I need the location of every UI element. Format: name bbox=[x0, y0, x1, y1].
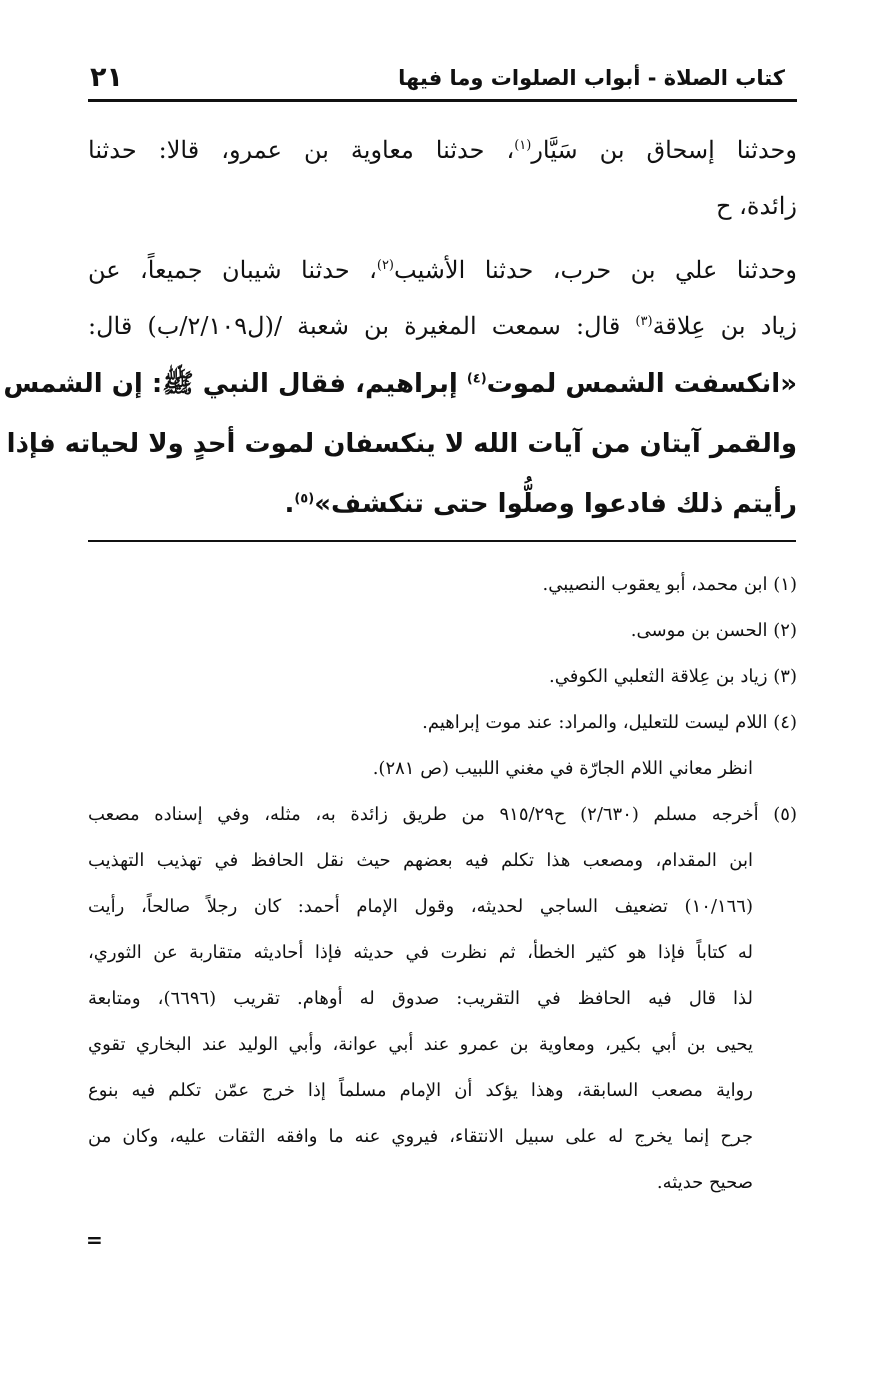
footnote-4-line: (٤) اللام ليست للتعليل، والمراد: عند موت إبراهيم. bbox=[422, 712, 797, 733]
text-span: زياد بن عِلاقة bbox=[652, 312, 797, 340]
footnote-5-line: ابن المقدام، ومصعب هذا تكلم فيه بعضهم حيث نقل الحافظ في تهذيب التهذيب bbox=[88, 850, 753, 871]
hadith-line-3 bbox=[88, 474, 797, 534]
text-span: ، حدثنا معاوية بن عمرو، قالا: حدثنا bbox=[88, 136, 515, 164]
footnote-2: (٢) الحسن بن موسى. bbox=[630, 620, 797, 641]
text-span: زائدة، ح bbox=[716, 192, 797, 220]
text-span: رأيتم ذلك فادعوا وصلُّوا حتى تنكشف» bbox=[314, 489, 797, 519]
running-header bbox=[88, 62, 797, 102]
text-span: ، حدثنا شيبان جميعاً، عن bbox=[88, 256, 377, 284]
main-line-4 bbox=[88, 298, 797, 354]
footnote-5-line: لذا قال فيه الحافظ في التقريب: صدوق له أوهام. تقريب (٦٦٩٦)، ومتابعة bbox=[88, 988, 753, 1009]
footnote-5-line: (١٠/١٦٦) تضعيف الساجي لحديثه، وقول الإمام أحمد: كان رجلاً صالحاً، رأيت bbox=[88, 896, 753, 917]
text-span: والقمر آيتان من آيات الله لا ينكسفان لموت أحدٍ ولا لحياته فإذا bbox=[6, 429, 797, 459]
page-number: ٢١ bbox=[90, 62, 123, 93]
main-line-3 bbox=[88, 242, 797, 298]
footnote-3: (٣) زياد بن عِلاقة الثعلبي الكوفي. bbox=[548, 666, 797, 687]
chapter-title: كتاب الصلاة - أبواب الصلوات وما فيها bbox=[398, 66, 785, 90]
footnote-1: (١) ابن محمد، أبو يعقوب النصيبي. bbox=[542, 574, 797, 595]
footnote-5-line: (٥) أخرجه مسلم (٢/٦٣٠) ح٩١٥/٢٩ من طريق زائدة به، مثله، وفي إسناده مصعب bbox=[88, 804, 797, 825]
footnote-ref-4[interactable]: (٤) bbox=[466, 371, 487, 387]
text-span: إبراهيم، فقال النبي ﷺ: إن الشمس bbox=[3, 369, 467, 399]
footnote-5-line: جرح إنما يخرج له على سبيل الانتقاء، فيروي عنه ما وافقه الثقات عليه، وكان من bbox=[88, 1126, 753, 1147]
hadith-line-2 bbox=[6, 414, 797, 474]
main-text bbox=[3, 122, 797, 534]
end-mark: = bbox=[86, 1228, 103, 1252]
header-rule bbox=[88, 99, 797, 102]
text-span: وحدثنا إسحاق بن سَيَّار bbox=[531, 136, 797, 164]
footnote-4-line: انظر معاني اللام الجارّة في مغني اللبيب (ص ٢٨١). bbox=[372, 758, 753, 779]
footnote-5-line: صحيح حديثه. bbox=[656, 1172, 753, 1193]
text-span: «انكسفت الشمس لموت bbox=[486, 369, 797, 399]
text-span: وحدثنا علي بن حرب، حدثنا الأشيب bbox=[394, 256, 797, 284]
text-span: . bbox=[284, 489, 295, 519]
footnote-ref-1[interactable]: (١) bbox=[514, 138, 532, 153]
footnote-ref-5[interactable]: (٥) bbox=[294, 491, 315, 507]
footnote-separator bbox=[88, 540, 796, 542]
main-line-1 bbox=[88, 122, 797, 178]
text-span: قال: سمعت المغيرة بن شعبة /(ل٢/١٠٩/ب) قال: bbox=[88, 312, 636, 340]
footnote-5-line: يحيى بن أبي بكير، ومعاوية بن عمرو عند أبي عوانة، وأبي الوليد عند البخاري تقوي bbox=[88, 1034, 753, 1055]
main-line-2 bbox=[88, 178, 797, 234]
footnote-ref-3[interactable]: (٣) bbox=[635, 314, 653, 329]
footnote-5-line: رواية مصعب السابقة، وهذا يؤكد أن الإمام مسلماً إذا خرج عمّن تكلم فيه بنوع bbox=[88, 1080, 753, 1101]
footnote-5-line: له كتاباً فإذا هو كثير الخطأ، ثم نظرت في حديثه فإذا أحاديثه متقاربة عن الثوري، bbox=[88, 942, 753, 963]
footnotes bbox=[88, 566, 797, 1210]
hadith-line-1 bbox=[3, 354, 797, 414]
footnote-ref-2[interactable]: (٢) bbox=[376, 258, 394, 273]
